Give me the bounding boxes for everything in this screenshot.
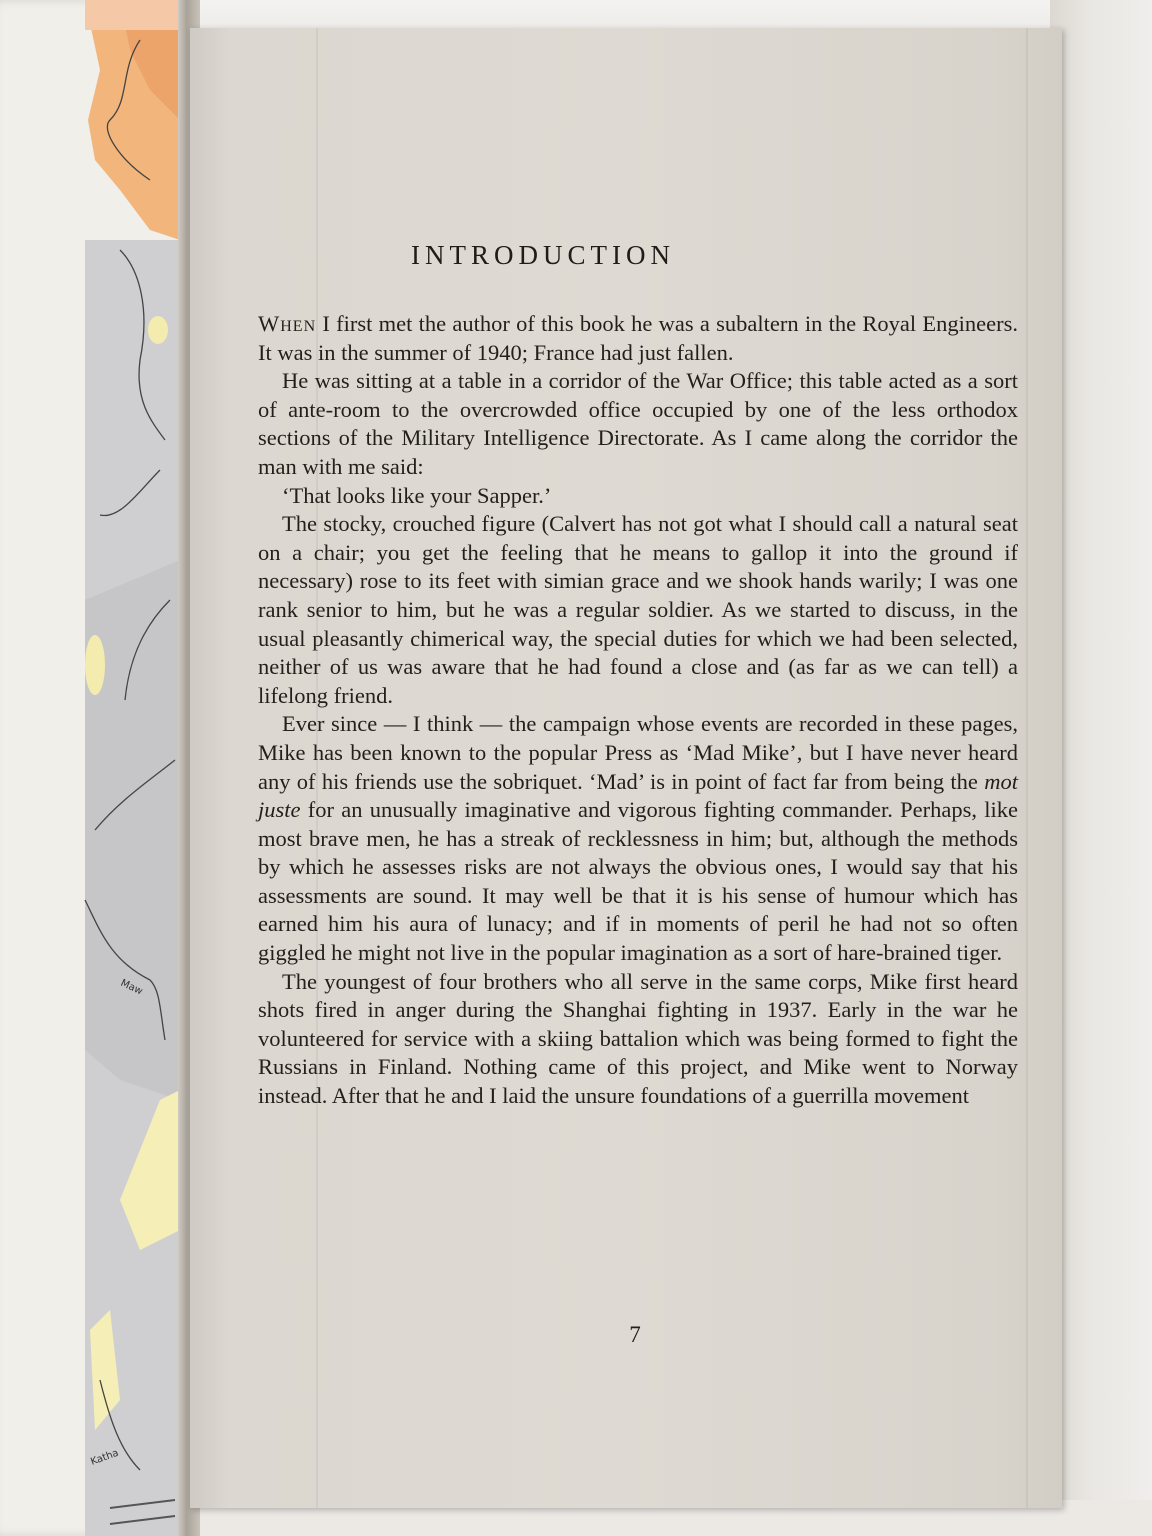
paragraph: The stocky, crouched figure (Calvert has not got what I should call a natural seat on a chair; you get the feeling that he means to gallop it into the ground if necessary) rose to its feet with simian grace and we shook hands warily; I was one rank senior to him, but he was a regular soldier. As we started to discuss, in the usual pleasantly chimerical way, the special duties for which we had been selected, neither of us was aware that he had found a close and (as far as we can tell) a lifelong friend.: [258, 511, 1018, 708]
drop-word: When: [258, 311, 317, 336]
paragraph-text: I first met the author of this book he was a subaltern in the Royal Engineers. It was in the summer of 1940; France had just fallen.: [258, 311, 1018, 365]
italic-phrase: mot juste: [258, 768, 1018, 823]
paragraph: The youngest of four brothers who all serve in the same corps, Mike first heard shots fired in anger during the Shanghai fighting in 1937. Early in the war he volunteered for service with a skiing battalion which was being formed to fight the Russians in Finland. Nothing came of this project, and Mike went to Norway instead. After that he and I laid the unsure foundations of a guerrilla movement: [258, 968, 1018, 1109]
body-text: [258, 310, 1018, 1111]
map-label-maw: Maw: [118, 977, 145, 998]
background-right: [1050, 0, 1152, 1536]
map-illustration: [0, 0, 190, 1536]
page-number: 7: [629, 1322, 641, 1347]
map-terrain-pink: [85, 0, 180, 30]
paragraph: He was sitting at a table in a corridor of the War Office; this table acted as a sort of ante-room to the overcrowded office occupied by one of the less orthodox sections of the Military Intelligence Directorate. As I came along the corridor the man with me said:: [258, 368, 1018, 479]
paragraph-text: Ever since — I think — the campaign whose events are recorded in these pages, Mike has been known to the popular Press as ‘Mad Mike’, but I have never heard any of his friends use the sobriquet. ‘Mad’ is in point of fact far from being the: [258, 711, 1018, 794]
map-patch-yellow: [148, 316, 168, 344]
paragraph: ‘That looks like your Sapper.’: [282, 482, 552, 508]
chapter-heading: INTRODUCTION: [411, 240, 675, 270]
paragraph: [258, 710, 1018, 967]
page-crease: [1026, 28, 1028, 1508]
facing-map-page: [0, 0, 190, 1536]
paragraph: [258, 310, 1018, 367]
map-label-katha: Katha: [89, 1447, 121, 1468]
paragraph-text: for an unusually imaginative and vigorous fighting commander. Perhaps, like most brave men, he has a streak of recklessness in him; but, although the methods by which he assesses risks are not always the obvious ones, I would say that his assessments are sound. It may well be that it is his sense of humour which has earned him his aura of lunacy; and if in moments of peril he had not so often giggled he might not live in the popular imagination as a sort of hare-brained tiger.: [258, 797, 1018, 966]
map-patch-yellow: [85, 635, 105, 695]
